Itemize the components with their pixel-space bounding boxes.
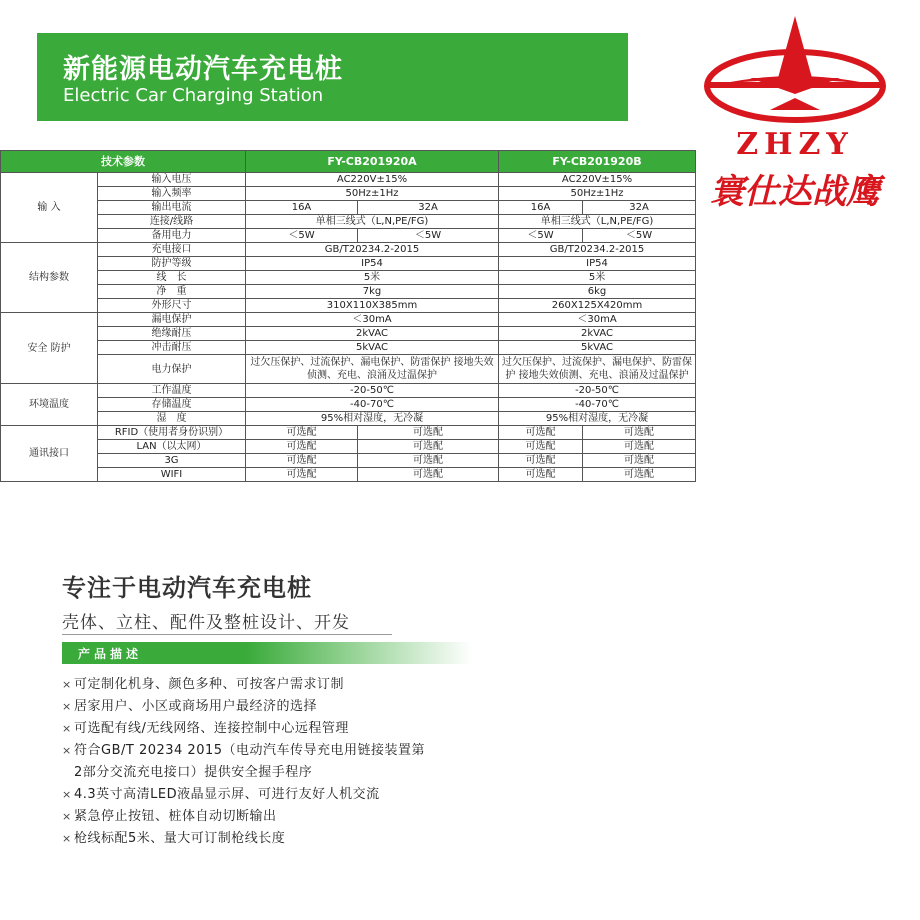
list-item <box>62 784 522 806</box>
list-item <box>62 718 522 740</box>
row-label: 绝缘耐压 <box>98 327 246 341</box>
cell-b1: 可选配 <box>499 426 583 440</box>
cell-b: -40-70℃ <box>499 398 696 412</box>
header-banner <box>37 33 628 121</box>
cell-a: 7kg <box>246 285 499 299</box>
section-subtitle: 壳体、立柱、配件及整桩设计、开发 <box>62 613 350 633</box>
cell-b: 过欠压保护、过流保护、漏电保护、防雷保护 接地失效侦测、充电、浪涌及过温保护 <box>499 355 696 384</box>
cell-b: ＜30mA <box>499 313 696 327</box>
cell-a: IP54 <box>246 257 499 271</box>
cell-a: GB/T20234.2-2015 <box>246 243 499 257</box>
table-row <box>1 187 696 201</box>
bullet-icon: × <box>62 700 72 713</box>
cell-b: -20-50℃ <box>499 384 696 398</box>
logo-name-cn: 寰仕达战鹰 <box>710 172 880 212</box>
row-label: 工作温度 <box>98 384 246 398</box>
cell-a1: ＜5W <box>246 229 358 243</box>
group-structure: 结构参数 <box>1 243 98 313</box>
row-label: 输入频率 <box>98 187 246 201</box>
table-row <box>1 229 696 243</box>
table-row <box>1 201 696 215</box>
table-row <box>1 384 696 398</box>
group-comm: 通讯接口 <box>1 426 98 482</box>
group-input: 输 入 <box>1 173 98 243</box>
cell-b2: 可选配 <box>583 454 696 468</box>
cell-a: 95%相对湿度，无冷凝 <box>246 412 499 426</box>
cell-b: IP54 <box>499 257 696 271</box>
cell-b1: 可选配 <box>499 468 583 482</box>
cell-a: 2kVAC <box>246 327 499 341</box>
feature-text: 可选配有线/无线网络、连接控制中心远程管理 <box>74 721 349 736</box>
feature-text: 可定制化机身、颜色多种、可按客户需求订制 <box>74 677 345 692</box>
table-row <box>1 257 696 271</box>
description-label: 产品描述 <box>78 647 143 661</box>
company-logo <box>700 14 890 214</box>
bullet-icon: × <box>62 744 72 757</box>
cell-b1: 16A <box>499 201 583 215</box>
cell-b: 2kVAC <box>499 327 696 341</box>
cell-a2: 32A <box>358 201 499 215</box>
row-label: 漏电保护 <box>98 313 246 327</box>
cell-a1: 16A <box>246 201 358 215</box>
table-row <box>1 173 696 187</box>
list-item <box>62 762 522 784</box>
feature-text: 居家用户、小区或商场用户最经济的选择 <box>74 699 318 714</box>
cell-b1: 可选配 <box>499 454 583 468</box>
row-label: 线 长 <box>98 271 246 285</box>
cell-b2: ＜5W <box>583 229 696 243</box>
cell-a: 50Hz±1Hz <box>246 187 499 201</box>
row-label: 外形尺寸 <box>98 299 246 313</box>
cell-a2: 可选配 <box>358 454 499 468</box>
cell-a2: ＜5W <box>358 229 499 243</box>
feature-text: 符合GB/T 20234 2015（电动汽车传导充电用链接装置第 <box>74 743 426 758</box>
bullet-icon: × <box>62 678 72 691</box>
cell-b: GB/T20234.2-2015 <box>499 243 696 257</box>
banner-title-en: Electric Car Charging Station <box>63 85 324 106</box>
list-item <box>62 828 522 850</box>
description-bar <box>62 642 472 664</box>
row-label: 输出电流 <box>98 201 246 215</box>
cell-b: 260X125X420mm <box>499 299 696 313</box>
row-label: 充电接口 <box>98 243 246 257</box>
cell-b2: 可选配 <box>583 426 696 440</box>
cell-b: 5kVAC <box>499 341 696 355</box>
table-row <box>1 285 696 299</box>
cell-a: 过欠压保护、过流保护、漏电保护、防雷保护 接地失效侦测、充电、浪涌及过温保护 <box>246 355 499 384</box>
cell-a: ＜30mA <box>246 313 499 327</box>
cell-a: 5kVAC <box>246 341 499 355</box>
table-row <box>1 426 696 440</box>
spec-header-model-b: FY-CB201920B <box>499 151 696 173</box>
bullet-icon: × <box>62 810 72 823</box>
cell-b2: 32A <box>583 201 696 215</box>
logo-emblem-icon <box>700 14 890 129</box>
table-row <box>1 243 696 257</box>
cell-b: 50Hz±1Hz <box>499 187 696 201</box>
banner-title-cn: 新能源电动汽车充电桩 <box>63 54 343 85</box>
table-row <box>1 271 696 285</box>
row-label: RFID（使用者身份识别） <box>98 426 246 440</box>
row-label: WIFI <box>98 468 246 482</box>
row-label: 电力保护 <box>98 355 246 384</box>
cell-a2: 可选配 <box>358 440 499 454</box>
list-item <box>62 740 522 762</box>
logo-letters: ZHZY <box>736 127 854 162</box>
bullet-icon: × <box>62 788 72 801</box>
row-label: 防护等级 <box>98 257 246 271</box>
cell-b: 单相三线式（L,N,PE/FG) <box>499 215 696 229</box>
bullet-icon: × <box>62 832 72 845</box>
table-row <box>1 215 696 229</box>
spec-table <box>0 150 696 482</box>
cell-b2: 可选配 <box>583 468 696 482</box>
feature-text: 紧急停止按钮、桩体自动切断输出 <box>74 809 277 824</box>
row-label: 净 重 <box>98 285 246 299</box>
cell-a1: 可选配 <box>246 454 358 468</box>
spec-header-model-a: FY-CB201920A <box>246 151 499 173</box>
cell-b: 95%相对湿度，无冷凝 <box>499 412 696 426</box>
row-label: LAN（以太网） <box>98 440 246 454</box>
cell-a: AC220V±15% <box>246 173 499 187</box>
table-row <box>1 440 696 454</box>
table-row <box>1 412 696 426</box>
cell-b: AC220V±15% <box>499 173 696 187</box>
table-row <box>1 299 696 313</box>
cell-b2: 可选配 <box>583 440 696 454</box>
row-label: 输入电压 <box>98 173 246 187</box>
table-row <box>1 327 696 341</box>
group-env: 环境温度 <box>1 384 98 426</box>
row-label: 存储温度 <box>98 398 246 412</box>
feature-text: 4.3英寸高清LED液晶显示屏、可进行友好人机交流 <box>74 787 380 802</box>
cell-a: 310X110X385mm <box>246 299 499 313</box>
list-item <box>62 806 522 828</box>
cell-a1: 可选配 <box>246 440 358 454</box>
cell-b1: 可选配 <box>499 440 583 454</box>
list-item <box>62 696 522 718</box>
cell-a: -20-50℃ <box>246 384 499 398</box>
cell-a2: 可选配 <box>358 426 499 440</box>
table-row <box>1 398 696 412</box>
cell-b: 5米 <box>499 271 696 285</box>
row-label: 湿 度 <box>98 412 246 426</box>
divider <box>62 634 392 635</box>
cell-a1: 可选配 <box>246 426 358 440</box>
cell-a: 单相三线式（L,N,PE/FG) <box>246 215 499 229</box>
cell-b: 6kg <box>499 285 696 299</box>
spec-header-row <box>1 151 696 173</box>
group-safety: 安全 防护 <box>1 313 98 384</box>
bullet-icon: × <box>62 722 72 735</box>
row-label: 冲击耐压 <box>98 341 246 355</box>
row-label: 连接/线路 <box>98 215 246 229</box>
table-row <box>1 468 696 482</box>
cell-a: -40-70℃ <box>246 398 499 412</box>
cell-a: 5米 <box>246 271 499 285</box>
spec-header-param: 技术参数 <box>1 151 246 173</box>
table-row <box>1 355 696 384</box>
feature-text: 枪线标配5米、量大可订制枪线长度 <box>74 831 286 846</box>
table-row <box>1 313 696 327</box>
table-row <box>1 454 696 468</box>
table-row <box>1 341 696 355</box>
section-title: 专注于电动汽车充电桩 <box>62 574 312 602</box>
feature-list <box>62 674 522 850</box>
cell-a2: 可选配 <box>358 468 499 482</box>
cell-a1: 可选配 <box>246 468 358 482</box>
cell-b1: ＜5W <box>499 229 583 243</box>
row-label: 3G <box>98 454 246 468</box>
row-label: 备用电力 <box>98 229 246 243</box>
list-item <box>62 674 522 696</box>
feature-text: 2部分交流充电接口）提供安全握手程序 <box>74 765 313 780</box>
